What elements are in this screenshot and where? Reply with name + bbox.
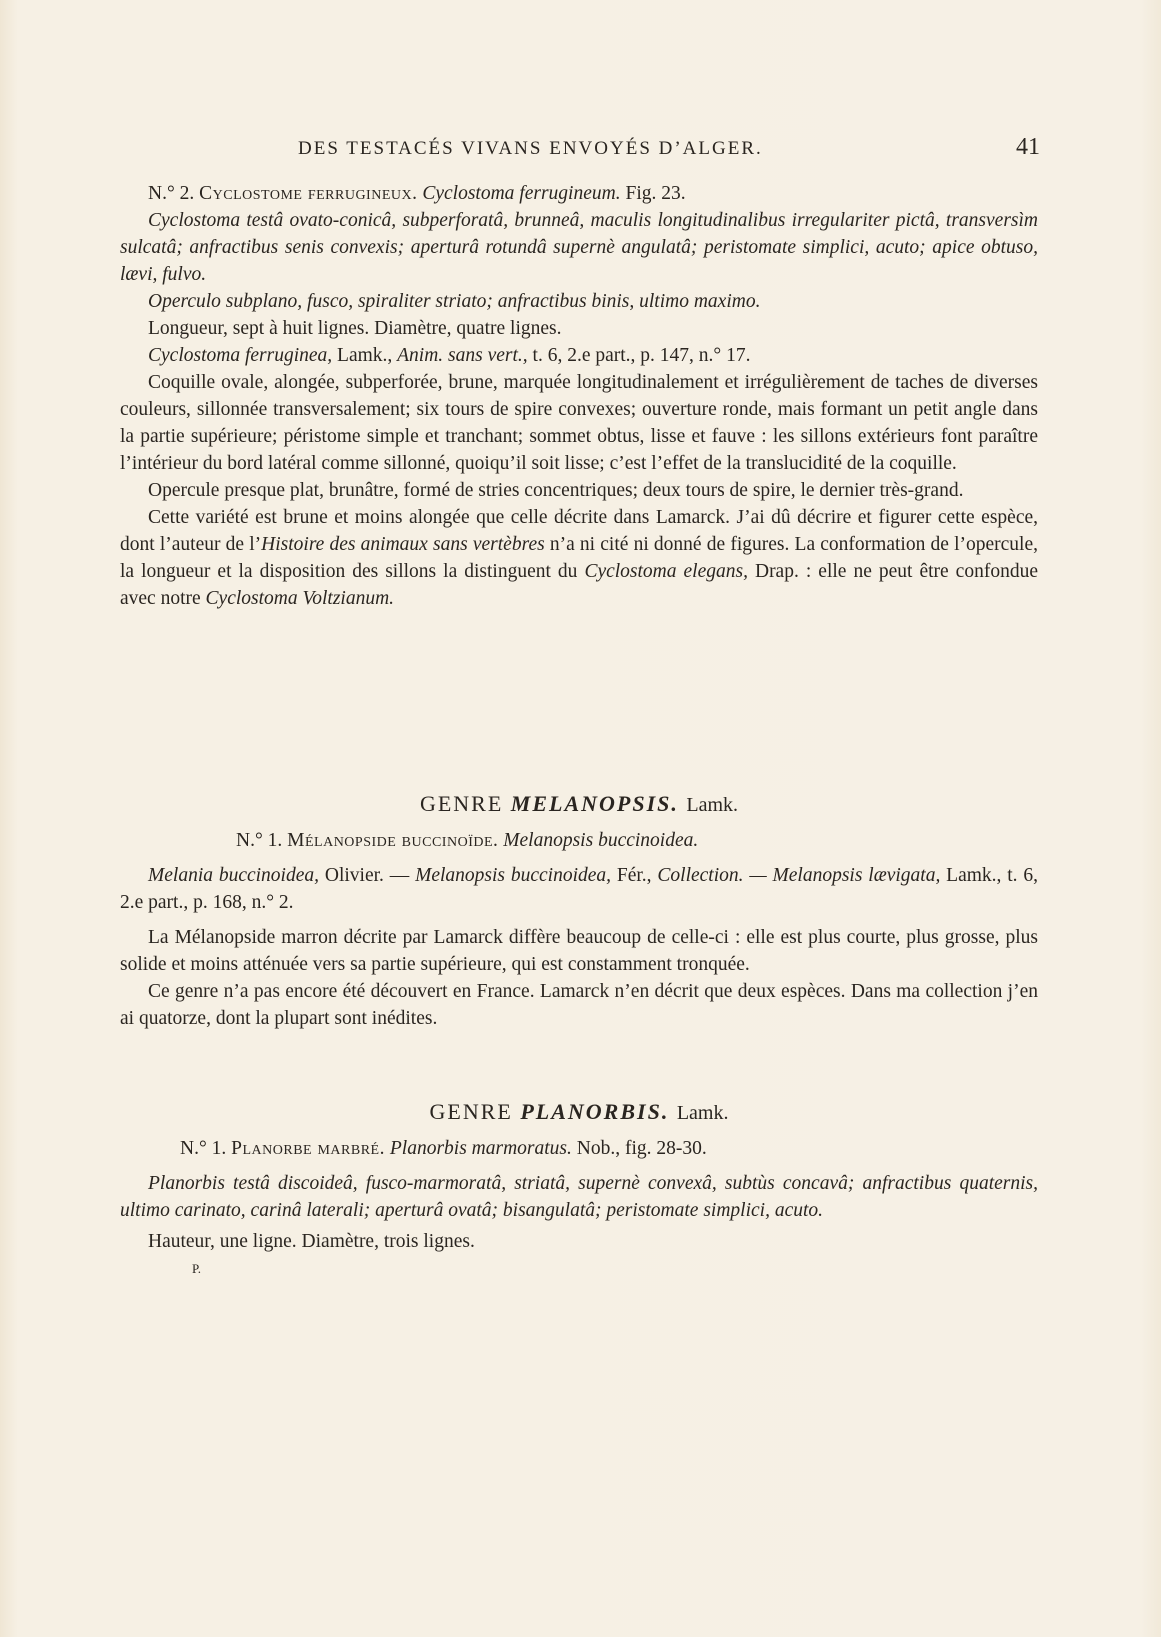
entry-name: Mélanopside buccinoïde. xyxy=(287,830,499,851)
entry-figure: Fig. 23. xyxy=(625,183,686,204)
remark-paragraph xyxy=(120,504,1038,612)
melanopsis-section xyxy=(120,790,1038,1032)
entry-heading xyxy=(120,180,1038,207)
remark-text-2: n’a ni cité ni donné de figures. La conformation de l’opercule, la longueur et la disposition des sillons la distinguent du xyxy=(120,534,1038,582)
dimensions: Hauteur, une ligne. Diamètre, trois lignes. xyxy=(148,1231,475,1252)
cyclostoma-section xyxy=(120,180,1038,612)
remark-italic-2: Cyclostoma elegans, xyxy=(584,561,748,582)
synonymy xyxy=(120,862,1038,916)
synonym-latin-1: Melania buccinoidea, xyxy=(148,865,320,886)
french-description: La Mélanopside marron décrite par Lamarck diffère beaucoup de celle-ci : elle est plus courte, plus grosse, plus solide et moins atténuée vers sa partie supérieure, qui est constamment tronquée. xyxy=(120,927,1038,975)
entry-latin: Melanopsis buccinoidea. xyxy=(503,830,699,851)
entry-latin: Planorbis marmoratus. xyxy=(389,1138,572,1159)
page-number: 41 xyxy=(1016,134,1040,160)
genus-label: GENRE xyxy=(419,791,504,816)
genus-name: PLANORBIS. xyxy=(520,1099,670,1124)
genus-label: GENRE xyxy=(429,1099,513,1124)
latin-diagnosis: Cyclostoma testâ ovato-conicâ, subperforatâ, brunneâ, maculis longitudinalibus irregulariter pictâ, transversìm sulcatâ; anfractibus senis convexis; aperturâ rotundâ supernè angulatâ; peristomate simplici, acuto; apice obtuso, lævi, fulvo. xyxy=(120,210,1038,285)
entry-number: N.° 1. xyxy=(180,1138,227,1159)
planorbis-section xyxy=(120,1098,1038,1282)
entry-number: N.° 2. xyxy=(148,183,195,204)
running-title: DES TESTACÉS VIVANS ENVOYÉS D’ALGER. xyxy=(298,138,763,159)
operculum-diagnosis: Operculo subplano, fusco, spiraliter striato; anfractibus binis, ultimo maximo. xyxy=(148,291,761,312)
entry-number: N.° 1. xyxy=(236,830,283,851)
genus-name: MELANOPSIS. xyxy=(510,791,679,816)
genus-heading xyxy=(120,790,1038,819)
synonymy xyxy=(120,342,1038,369)
synonym-latin-2: Melanopsis buccinoidea, xyxy=(415,865,612,886)
latin-diagnosis: Planorbis testâ discoideâ, fusco-marmoratâ, striatâ, supernè convexâ, subtùs concavâ; anfractibus quaternis, ultimo carinato, carinâ laterali; aperturâ ovatâ; bisangulatâ; peristomate simplici, acuto. xyxy=(120,1173,1038,1221)
genus-author: Lamk. xyxy=(676,1102,729,1124)
synonym-author-1: Olivier. — xyxy=(324,865,410,886)
french-description: Coquille ovale, alongée, subperforée, brune, marquée longitudinalement et irrégulièrement de taches de diverses couleurs, sillonnée transversalement; six tours de spire convexes; ouverture ronde, mais formant un petit angle dans la partie supérieure; péristome simple et tranchant; sommet obtus, lisse et fauve : les sillons extérieurs font paraître l’intérieur du bord latéral comme sillonné, quoiqu’il soit lisse; c’est l’effet de la translucidité de la coquille. xyxy=(120,372,1038,474)
entry-heading xyxy=(120,827,1038,854)
entry-heading xyxy=(120,1135,1038,1162)
synonym-work-2: Collection. — xyxy=(657,865,767,886)
synonym-author: Lamk., xyxy=(337,345,393,366)
dimensions: Longueur, sept à huit lignes. Diamètre, quatre lignes. xyxy=(148,318,562,339)
entry-latin: Cyclostoma ferrugineum. xyxy=(422,183,621,204)
entry-figure: Nob., fig. 28-30. xyxy=(576,1138,707,1159)
synonym-reference-3: Lamk., t. 6, 2.e part., p. 168, n.° 2. xyxy=(120,865,1039,913)
genus-remark: Ce genre n’a pas encore été découvert en France. Lamarck n’en décrit que deux espèces. Dans ma collection j’en ai quatorze, dont la plupart sont inédites. xyxy=(120,981,1038,1029)
remark-italic-3: Cyclostoma Voltzianum. xyxy=(205,588,395,609)
synonym-work: Anim. sans vert., xyxy=(397,345,528,366)
remark-text-3: Drap. : elle ne peut être confondue avec notre xyxy=(120,561,1038,609)
entry-name: Planorbe marbré. xyxy=(231,1138,385,1159)
genus-heading xyxy=(120,1098,1038,1127)
remark-italic-1: Histoire des animaux sans vertèbres xyxy=(261,534,545,555)
entry-name: Cyclostome ferrugineux. xyxy=(199,183,418,204)
synonym-author-2: Fér., xyxy=(616,865,652,886)
synonym-latin: Cyclostoma ferruginea, xyxy=(148,345,333,366)
synonym-reference: t. 6, 2.e part., p. 147, n.° 17. xyxy=(532,345,751,366)
remark-text-1: Cette variété est brune et moins alongée que celle décrite dans Lamarck. J’ai dû décrire et figurer cette espèce, dont l’auteur de l’ xyxy=(120,507,1038,555)
genus-author: Lamk. xyxy=(686,794,739,816)
synonym-latin-3: Melanopsis lævigata, xyxy=(772,865,941,886)
printer-signature: P. xyxy=(192,1261,202,1276)
opercule-description: Opercule presque plat, brunâtre, formé de stries concentriques; deux tours de spire, le dernier très-grand. xyxy=(148,480,964,501)
running-header xyxy=(120,134,1040,168)
